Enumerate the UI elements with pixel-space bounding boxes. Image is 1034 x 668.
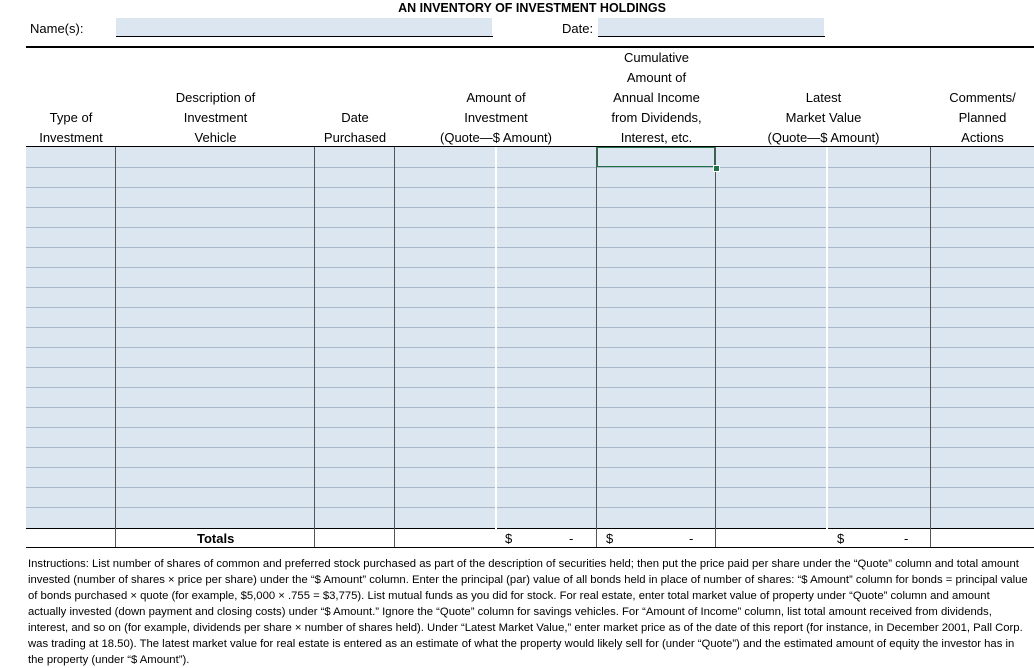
header-type-of-investment: Type of Investment — [39, 110, 103, 145]
fill-handle[interactable] — [713, 165, 720, 172]
market-total-currency: $ — [837, 531, 845, 546]
table-row — [26, 487, 1034, 488]
col-comments[interactable] — [931, 147, 1034, 529]
col-divider — [930, 147, 931, 529]
date-input[interactable] — [598, 18, 824, 37]
table-row — [26, 467, 1034, 468]
table-row — [26, 207, 1034, 208]
table-row — [26, 227, 1034, 228]
table-row — [26, 247, 1034, 248]
table-row — [26, 507, 1034, 508]
col-divider — [115, 529, 116, 548]
header-date-purchased: Date Purchased — [323, 110, 387, 145]
investment-subdivider — [495, 147, 497, 529]
totals-label: Totals — [197, 531, 235, 546]
col-income[interactable] — [597, 147, 716, 529]
col-divider — [394, 147, 395, 529]
income-total-value: - — [689, 531, 694, 546]
page-title: AN INVENTORY OF INVESTMENT HOLDINGS — [398, 1, 666, 15]
market-subdivider — [826, 147, 828, 529]
col-description[interactable] — [116, 147, 315, 529]
col-divider — [715, 529, 716, 548]
header-description: Description of Investment Vehicle — [175, 90, 256, 145]
col-divider — [715, 147, 716, 529]
col-divider — [314, 147, 315, 529]
investment-total-value: - — [569, 531, 574, 546]
totals-row — [26, 529, 1034, 548]
table-row — [26, 307, 1034, 308]
col-divider — [314, 529, 315, 548]
names-label: Name(s): — [30, 21, 84, 36]
header-latest-market-value: Latest Market Value (Quote—$ Amount) — [767, 90, 880, 145]
names-underline — [116, 36, 493, 37]
income-total-currency: $ — [606, 531, 614, 546]
header-amount-of-investment: Amount of Investment (Quote—$ Amount) — [440, 90, 552, 145]
market-total-value: - — [904, 531, 909, 546]
table-row — [26, 187, 1034, 188]
header-annual-income: Cumulative Amount of Annual Income from Dividends, Interest, etc. — [611, 50, 702, 145]
table-row — [26, 387, 1034, 388]
totals-bottom-border — [26, 547, 1034, 548]
names-input[interactable] — [116, 18, 492, 37]
table-row — [26, 447, 1034, 448]
date-underline — [598, 36, 825, 37]
investment-total-currency: $ — [505, 531, 513, 546]
col-divider — [596, 147, 597, 529]
col-divider — [930, 529, 931, 548]
table-row — [26, 347, 1034, 348]
table-row — [26, 427, 1034, 428]
table-row — [26, 167, 1034, 168]
col-divider — [115, 147, 116, 529]
table-row — [26, 327, 1034, 328]
col-date[interactable] — [315, 147, 395, 529]
table-row — [26, 287, 1034, 288]
header-comments: Comments/ Planned Actions — [949, 90, 1016, 145]
holdings-table[interactable] — [26, 147, 1034, 529]
col-divider — [596, 529, 597, 548]
date-label: Date: — [562, 21, 594, 36]
col-type[interactable] — [26, 147, 116, 529]
selected-cell[interactable] — [597, 147, 715, 167]
table-row — [26, 367, 1034, 368]
instructions-text: Instructions: List number of shares of common and preferred stock purchased as part of the description of securities held; then put the price paid per share under the “Quote” column and total amount invested (number of shares × price per share) under the “$ Amount” column. Enter the principal (par) value of all bonds held in place of number of shares: “$ Amount” column for bonds = principal value of bonds purchased × quote (for example, $5,000 × .755 = $3,775). List mutual funds as you did for stock. For real estate, enter total market value of property under “Quote” column and amount actually invested (down payment and closing costs) under “$ Amount.” Ignore the “Quote” column for savings vehicles. For “Amount of Income” column, list total amount received from dividends, interest, and so on (for example, dividends per share × number of shares held). Under “Latest Market Value,” enter market price as of the date of this report (for instance, in December 2001, Pall Corp. was trading at 18.50). The latest market value for real estate is entered as an estimate of what the property would likely sell for (under “Quote”) and the estimated amount of equity the investor has in the property (under “$ Amount”). — [28, 558, 1028, 666]
table-row — [26, 267, 1034, 268]
col-market-value[interactable] — [716, 147, 931, 529]
col-divider — [394, 529, 395, 548]
table-row — [26, 407, 1034, 408]
